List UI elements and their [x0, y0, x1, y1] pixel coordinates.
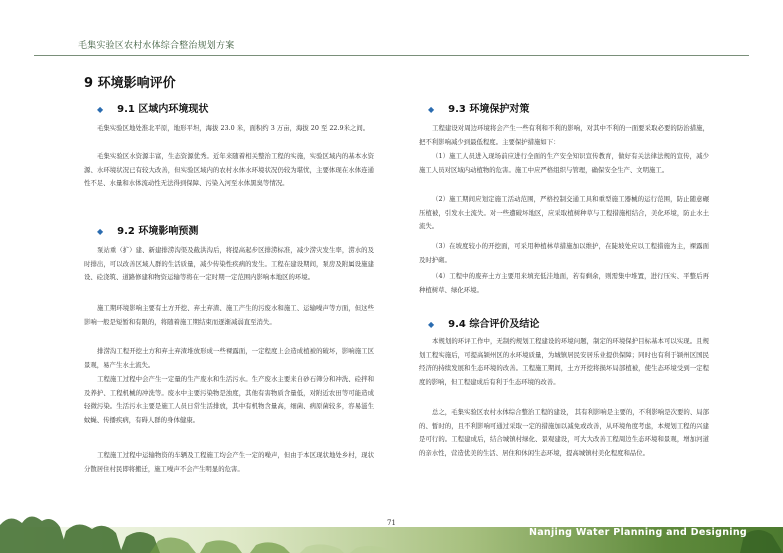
company-name-cn: 南京市水利规划设计院股份有限公司: [584, 516, 737, 526]
page-number: 71: [387, 519, 396, 527]
paragraph: 工程施工过程中运输物资的车辆及工程施工均会产生一定的噪声，但由于本区现状地处乡村，现状分散居住村民即将搬迁，施工噪声不会产生明显的危害。: [84, 451, 374, 473]
document-header-title: 毛集实验区农村水体综合整治规划方案: [78, 41, 235, 51]
paragraph: 毛集实验区地处淮北平原，地形平坦，海拔 23.0 米，面积约 3 万亩，海拔 20 至 22.9米之间。: [97, 124, 370, 132]
section-heading-9-1: [97, 100, 208, 115]
section-heading-9-2: [97, 222, 198, 237]
paragraph: （2）施工期间应划定施工活动范围，严格控制交通工具和重型施工器械的运行范围，防止随意碾压植被，引发水土流失。对一些遭破坏地区，应采取植树种草与工程措施相结合，美化环境，防止水土流失。: [419, 195, 709, 231]
header-divider: [34, 55, 749, 56]
paragraph: 施工期环境影响主要有土方开挖、弃土弃渣、施工产生的污废水和施工、运输噪声等方面，但这些影响一般是短暂和有限的，将随着施工期结束而逐渐减弱直至消失。: [84, 304, 374, 326]
section-heading-9-4: [428, 315, 539, 330]
paragraph: 本规划的环评工作中，无制约规划工程建设的环境问题，制定的环境保护目标基本可以实现。且规划工程实施后，可提高颍州区的水环境质量，为城镇居民安居乐业提供保障；同时也有利于颍州区国民经济的持续发展和生态环境的改善。工程施工期间，土方开挖将损坏局部植被，使生态环境受到一定程度的影响，但工程建成后有利于生态环境的改善。: [419, 337, 709, 386]
diamond-bullet-icon: ◆: [428, 320, 435, 329]
paragraph: 泵站重（扩）建、新建排涝沟渠及截洪沟后，将提高起步区排涝标准，减少涝灾发生率，涝水的及时排出，可以改善区域人群的生活质量，减少传染性疾病的发生。工程在建设期间，泵房及附属设施建设、砼浇筑、道路修建和物资运输等将在一定时期一定范围内影响本地区的环境。: [84, 246, 374, 282]
paragraph: 工程施工过程中会产生一定量的生产废水和生活污水。生产废水主要来自砂石筛分和冲洗、砼拌和及养护、工程机械的冲洗等。废水中主要污染物是浊度，其他有害物质含量低，对附近农田等可能造成轻微污染。生活污水主要是施工人员日常生活排放，其中有机物含量高，细菌、病原菌较多，容易滋生蚊蝇、传播疾病，有碍人群的身体健康。: [84, 375, 374, 424]
chapter-title: 9 环境影响评价: [84, 76, 176, 91]
section-title: 9.2 环境影响预测: [117, 226, 199, 237]
section-title: 9.1 区域内环境现状: [117, 104, 209, 115]
diamond-bullet-icon: ◆: [97, 105, 104, 114]
paragraph: （4）工程中的废弃土方主要用来填充低洼地面，若有剩余，则需集中堆置，进行压实、平整后再种植树草、绿化环境。: [419, 272, 709, 294]
section-heading-9-3: [428, 100, 529, 115]
paragraph: 排涝沟工程开挖土方和弃土弃渣堆放形成一些裸露面，一定程度上会造成植被的破坏，影响施工区景观，易产生水土流失。: [84, 347, 374, 369]
paragraph: 毛集实验区水资源丰富，生态资源优秀。近年来随着相关整治工程的实施，实验区域内的基本水资源、水环境状况已有较大改善，但实验区域内的农村水体水环境状况仍较为堪忧，主要体现在水体连通性不足、水量和水体流动性无法得到保障、污染入河至水体黑臭等情况。: [84, 152, 374, 188]
section-title: 9.3 环境保护对策: [448, 104, 530, 115]
paragraph: （3）在坡度较小的开挖面，可采用种植林草措施加以维护，在陡坡处应以工程措施为主，裸露面及时护砌。: [419, 242, 709, 264]
company-name-en: Nanjing Water Planning and Designing: [528, 527, 747, 538]
paragraph: （1）施工人员进入现场前应进行全面的生产安全知识宣传教育，做好有关法律法规的宣传，减少施工人员对区域内动植物的危害。施工中应严格组织与管理，确保安全生产、文明施工。: [419, 152, 709, 174]
paragraph: 总之，毛集实验区农村水体综合整治工程的建设， 其有利影响是主要的，不利影响是次要的、局部的、暂时的，且不利影响可通过采取一定的措施加以减免或改善，从环境角度考虑，本规划工程的兴建是可行的。工程建成后，结合城镇村绿化、景观建设，可大大改善工程周边生态环境和景观，增加河道的亲水性，营造优美的生活、居住和休闲生态环境，提高城镇村美化程度和品位。: [419, 408, 709, 457]
diamond-bullet-icon: ◆: [97, 227, 104, 236]
paragraph: 工程建设对周边环境将会产生一些有利和不利的影响，对其中不利的一面要采取必要的防治措施，把不利影响减少到最低程度。主要保护措施如下：: [419, 124, 709, 146]
diamond-bullet-icon: ◆: [428, 105, 435, 114]
section-title: 9.4 综合评价及结论: [448, 319, 540, 330]
